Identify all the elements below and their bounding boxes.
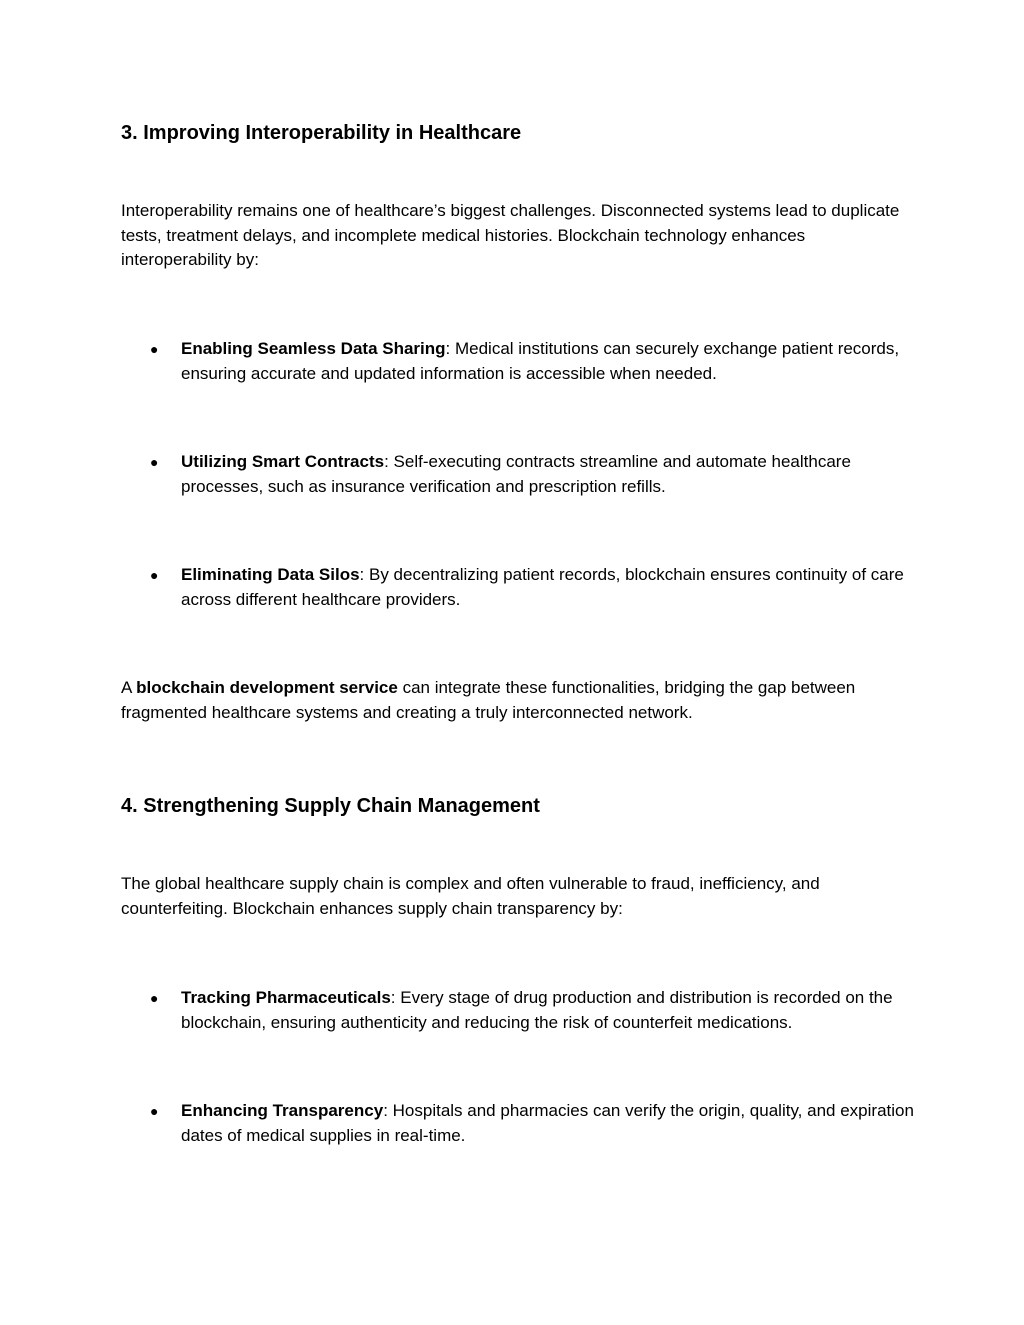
list-item-text — [181, 563, 920, 612]
list-item-text — [181, 450, 920, 499]
list-item-description: : By decentralizing patient records, blockchain ensures continuity of care across different healthcare providers. — [181, 565, 904, 609]
section-3-closing — [121, 676, 911, 725]
section-4-intro: The global healthcare supply chain is complex and often vulnerable to fraud, inefficiency, and counterfeiting. Blockchain enhances supply chain transparency by: — [121, 874, 820, 918]
closing-suffix: can integrate these functionalities, bridging the gap between fragmented healthcare systems and creating a truly interconnected network. — [121, 678, 856, 722]
list-item-term: Enabling Seamless Data Sharing — [181, 339, 446, 358]
list-item-text — [181, 337, 920, 386]
bullet-icon: ● — [150, 341, 159, 357]
list-item-text — [181, 1099, 920, 1148]
section-4-heading: 4. Strengthening Supply Chain Management — [121, 795, 540, 817]
list-item — [150, 337, 920, 386]
bullet-icon: ● — [150, 1103, 159, 1119]
list-item-description: : Medical institutions can securely exchange patient records, ensuring accurate and updated information is accessible when needed. — [181, 339, 900, 383]
closing-prefix: A — [121, 678, 137, 697]
bullet-icon: ● — [150, 454, 159, 470]
list-item — [150, 450, 920, 499]
list-item — [150, 1099, 920, 1148]
section-3-intro: Interoperability remains one of healthcare’s biggest challenges. Disconnected systems lead to duplicate tests, treatment delays, and incomplete medical histories. Blockchain technology enhances interoperability by: — [121, 201, 900, 269]
list-item — [150, 563, 920, 612]
bullet-icon: ● — [150, 567, 159, 583]
closing-bold-phrase: blockchain development service — [136, 678, 398, 697]
list-item-term: Tracking Pharmaceuticals — [181, 988, 391, 1007]
list-item-term: Utilizing Smart Contracts — [181, 452, 385, 471]
list-item-term: Eliminating Data Silos — [181, 565, 360, 584]
list-item-term: Enhancing Transparency — [181, 1101, 384, 1120]
list-item-text — [181, 986, 920, 1035]
list-item-description: : Every stage of drug production and distribution is recorded on the blockchain, ensuring authenticity and reducing the risk of counterfeit medications. — [181, 988, 893, 1032]
section-3-heading: 3. Improving Interoperability in Healthcare — [121, 122, 522, 144]
list-item — [150, 986, 920, 1035]
list-item-description: : Hospitals and pharmacies can verify the origin, quality, and expiration dates of medical supplies in real-time. — [181, 1101, 914, 1145]
list-item-description: : Self-executing contracts streamline and automate healthcare processes, such as insurance verification and prescription refills. — [181, 452, 851, 496]
bullet-icon: ● — [150, 990, 159, 1006]
